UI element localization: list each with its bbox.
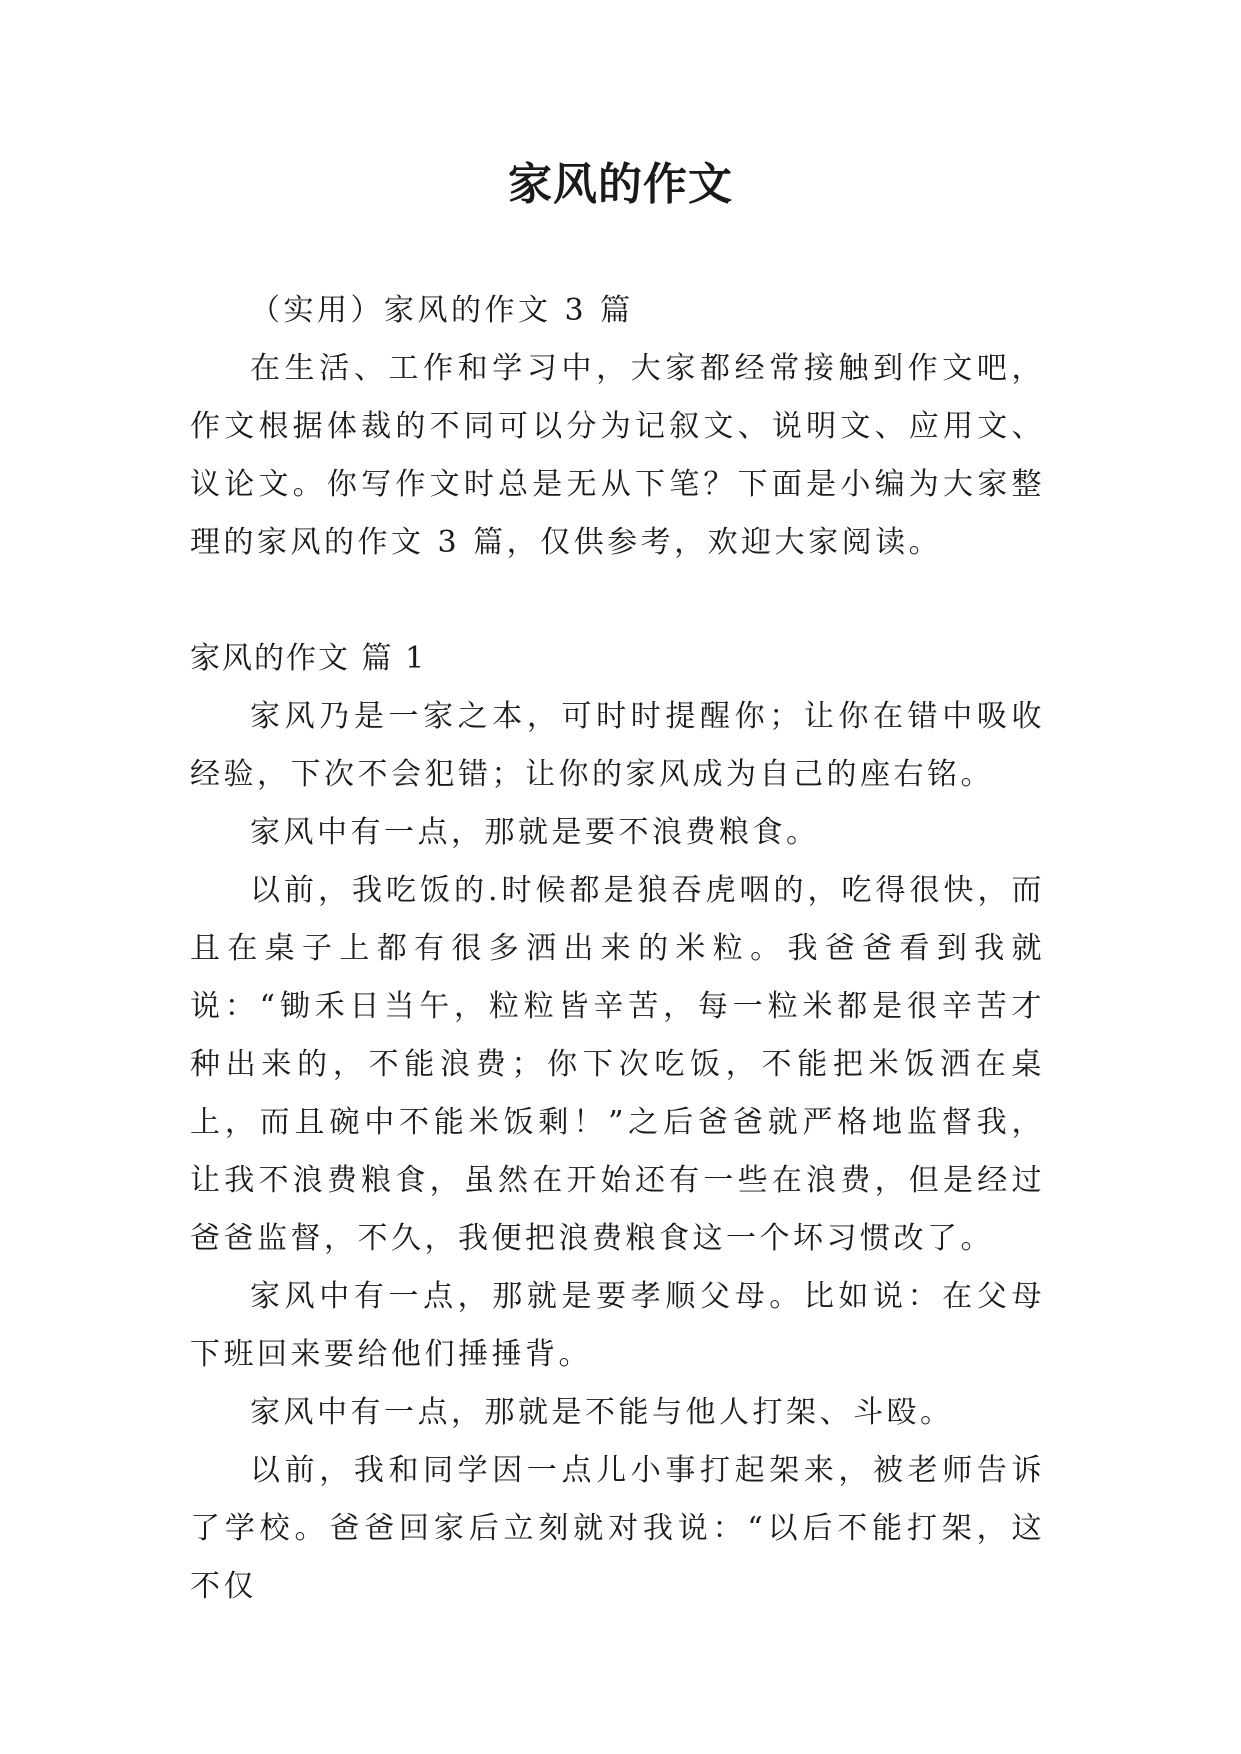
body-paragraph: 家风中有一点，那就是不能与他人打架、斗殴。	[250, 1395, 954, 1430]
document-title: 家风的作文	[508, 159, 733, 210]
body-paragraph: 以前，我吃饭的.时候都是狼吞虎咽的，吃得很快，而且在桌子上都有很多洒出来的米粒。我爸爸看到我就说：“锄禾日当午，粒粒皆辛苦，每一粒米都是很辛苦才种出来的，不能浪费；你下次吃饭，不能把米饭洒在桌上，而且碗中不能米饭剩！”之后爸爸就严格地监督我，让我不浪费粮食，虽然在开始还有一些在浪费，但是经过爸爸监督，不久，我便把浪费粮食这一个坏习惯改了。	[190, 873, 1045, 1256]
intro-paragraph: 在生活、工作和学习中，大家都经常接触到作文吧，作文根据体裁的不同可以分为记叙文、说明文、应用文、议论文。你写作文时总是无从下笔？下面是小编为大家整理的家风的作文 3 篇，仅供参考，欢迎大家阅读。	[190, 351, 1045, 560]
body-paragraph: 家风乃是一家之本，可时时提醒你；让你在错中吸收经验，下次不会犯错；让你的家风成为自己的座右铭。	[190, 699, 1045, 792]
document-subtitle: （实用）家风的作文 3 篇	[250, 293, 634, 328]
body-paragraph: 以前，我和同学因一点儿小事打起架来，被老师告诉了学校。爸爸回家后立刻就对我说：“以后不能打架，这不仅	[190, 1453, 1045, 1604]
document-body	[190, 282, 1045, 1616]
body-paragraph: 家风中有一点，那就是要不浪费粮食。	[250, 815, 820, 850]
body-paragraph: 家风中有一点，那就是要孝顺父母。比如说：在父母下班回来要给他们捶捶背。	[190, 1279, 1045, 1372]
section-heading: 家风的作文 篇 1	[190, 641, 427, 676]
